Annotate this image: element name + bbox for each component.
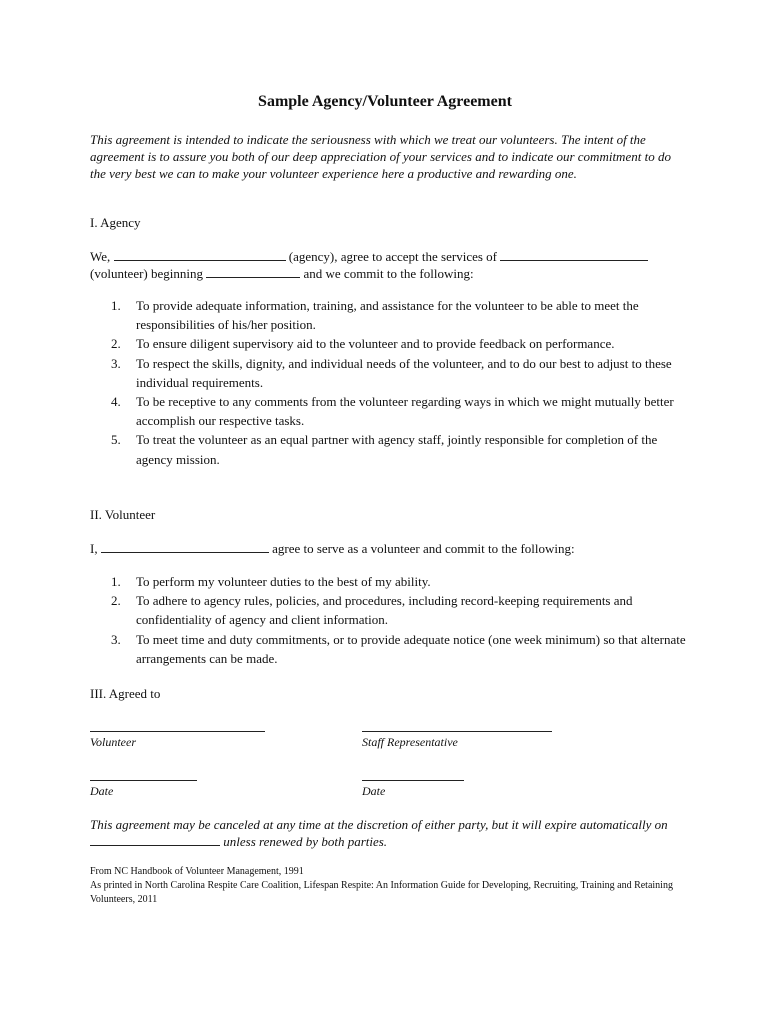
- document-title: Sample Agency/Volunteer Agreement: [258, 93, 512, 110]
- volunteer-date-line[interactable]: [90, 780, 197, 781]
- volunteer-signature-label: Volunteer: [90, 735, 136, 749]
- staff-signature-label: Staff Representative: [362, 735, 458, 749]
- expiration-date-blank[interactable]: [90, 834, 220, 846]
- list-item: 4. To be receptive to any comments from the volunteer regarding ways in which we might mutually better accomplish our respective tasks.: [111, 394, 674, 429]
- list-item: 3. To respect the skills, dignity, and individual needs of the volunteer, and to do our best to adjust to these individual requirements.: [111, 355, 672, 390]
- volunteer-commitment-statement: [90, 540, 680, 557]
- staff-signature-line[interactable]: [362, 731, 552, 732]
- list-item: 2. To ensure diligent supervisory aid to the volunteer and to provide feedback on performance.: [111, 336, 615, 352]
- intro-paragraph: This agreement is intended to indicate the seriousness with which we treat our volunteers. The intent of the agreement is to assure you both of our deep appreciation of your services and to indicate our commitment to do the very best we can to make your volunteer experience here a productive and rewarding one.: [90, 132, 671, 181]
- list-item: 5. To treat the volunteer as an equal partner with agency staff, jointly responsible for completion of the agency mission.: [111, 432, 658, 467]
- section-volunteer-heading: II. Volunteer: [90, 507, 156, 522]
- agency-name-blank[interactable]: [114, 249, 286, 261]
- agency-commitment-statement: [90, 248, 680, 282]
- closing-statement: [90, 816, 680, 850]
- closing-prefix: This agreement may be canceled at any time at the discretion of either party, but it will expire automatically on: [90, 817, 668, 832]
- we-second-prefix: (volunteer) beginning: [90, 266, 203, 281]
- list-item: 3. To meet time and duty commitments, or to provide adequate notice (one week minimum) so that alternate arrangements can be made.: [111, 631, 686, 666]
- volunteer-name-blank[interactable]: [500, 249, 648, 261]
- volunteer-signature-line[interactable]: [90, 731, 265, 732]
- staff-date-line[interactable]: [362, 780, 464, 781]
- we-prefix: We,: [90, 249, 111, 264]
- i-suffix: agree to serve as a volunteer and commit to the following:: [272, 541, 575, 556]
- volunteer-commitments-list: [90, 572, 690, 668]
- agency-commitments-list: [90, 296, 690, 469]
- list-item: 2. To adhere to agency rules, policies, and procedures, including record-keeping requirements and confidentiality of agency and client information.: [111, 593, 633, 628]
- section-agreed-heading: III. Agreed to: [90, 686, 161, 701]
- source-citation-2: As printed in North Carolina Respite Care Coalition, Lifespan Respite: An Information Guide for Developing, Recruiting, Training and Retaining Volunteers, 2011: [90, 880, 673, 905]
- start-date-blank[interactable]: [206, 266, 300, 278]
- volunteer-date-label: Date: [90, 784, 114, 798]
- closing-suffix: unless renewed by both parties.: [223, 834, 388, 849]
- we-middle: (agency), agree to accept the services of: [288, 249, 497, 264]
- list-item: 1. To perform my volunteer duties to the best of my ability.: [111, 574, 431, 589]
- source-citation-1: From NC Handbook of Volunteer Management, 1991: [90, 866, 304, 877]
- i-prefix: I,: [90, 541, 98, 556]
- we-suffix: and we commit to the following:: [303, 266, 474, 281]
- list-item: 1. To provide adequate information, training, and assistance for the volunteer to be able to meet the responsibilities of his/her position.: [111, 298, 639, 333]
- section-agency-heading: I. Agency: [90, 215, 141, 230]
- staff-date-label: Date: [362, 784, 386, 798]
- volunteer-signature-name-blank[interactable]: [101, 541, 269, 553]
